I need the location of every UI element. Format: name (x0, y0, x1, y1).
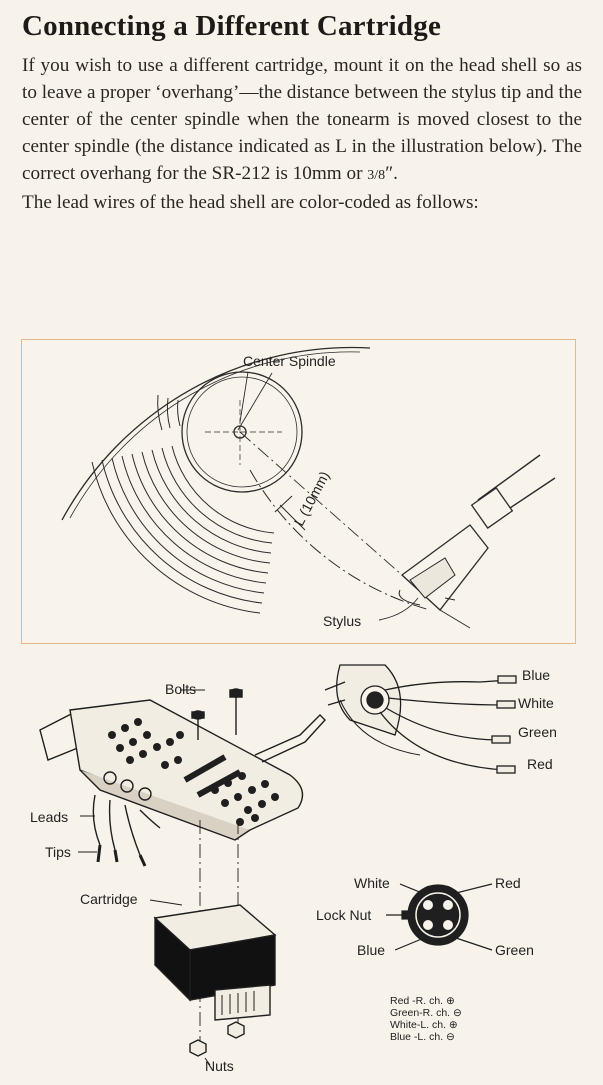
leads-label: Leads (30, 809, 69, 825)
page-title: Connecting a Different Cartridge (22, 10, 442, 42)
wire-label-white: White (518, 695, 554, 711)
paragraph-overhang-text: If you wish to use a different cartridge, mount it on the head shell so as to leave a proper ‘overhang’—the distance between the stylus tip and the center of the center spindle when the tonearm is moved closest to the center spindle (the distance indicated as L in the illustration below). The correct overhang for the SR-212 is 10mm or (22, 55, 582, 184)
legend-row-green: Green-R. ch. ⊖ (390, 1007, 462, 1019)
pin-label-blue: Blue (357, 942, 386, 958)
pin-label-red: Red (495, 875, 521, 891)
overhang-fraction: 3/8 (367, 168, 386, 183)
legend-row-white: White-L. ch. ⊕ (390, 1019, 458, 1031)
legend-row-red: Red -R. ch. ⊕ (390, 995, 455, 1007)
inch-mark: ″. (385, 163, 398, 184)
lock-nut-label: Lock Nut (316, 907, 372, 923)
stylus-label: Stylus (323, 613, 362, 629)
legend-row-blue: Blue -L. ch. ⊖ (390, 1031, 455, 1043)
tips-label: Tips (45, 844, 71, 860)
pin-label-green: Green (495, 942, 534, 958)
wire-label-green: Green (518, 724, 557, 740)
wire-label-red: Red (527, 756, 553, 772)
paragraph-lead-wires: The lead wires of the head shell are color-coded as follows: (22, 192, 479, 213)
bolts-label: Bolts (165, 681, 197, 697)
cartridge-label: Cartridge (80, 891, 138, 907)
center-spindle-label: Center Spindle (243, 353, 336, 369)
overhang-label: L (10mm) (290, 468, 333, 529)
nuts-label: Nuts (205, 1058, 234, 1074)
wire-label-blue: Blue (522, 667, 551, 683)
pin-label-white: White (354, 875, 390, 891)
